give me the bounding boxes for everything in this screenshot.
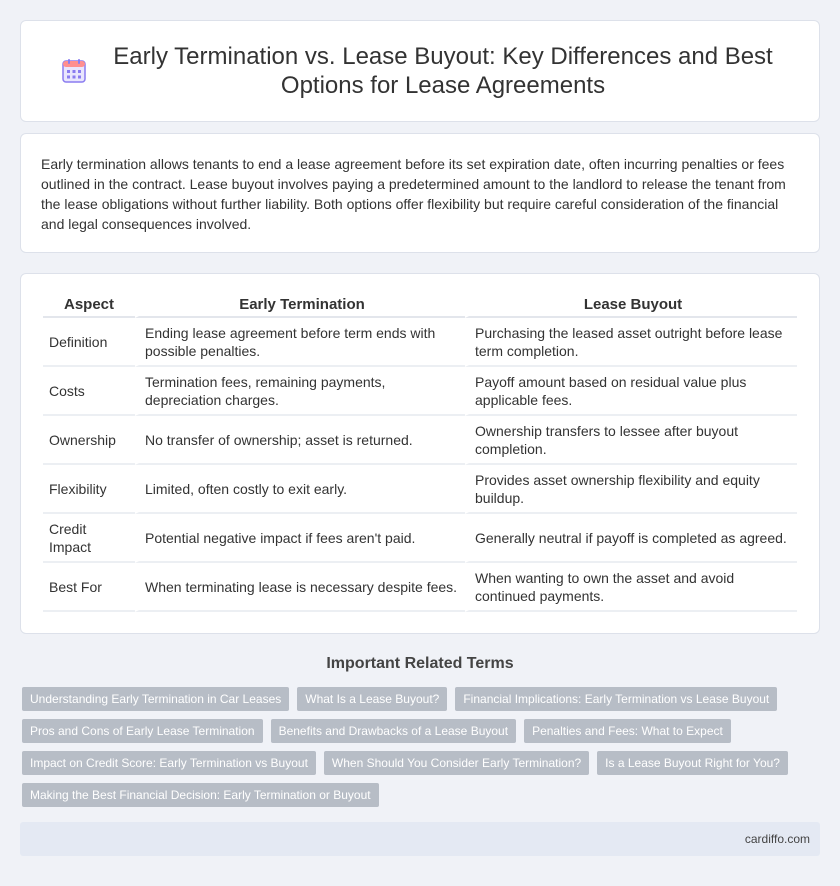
row-lease-buyout: Ownership transfers to lessee after buyout completion. — [465, 416, 797, 465]
row-lease-buyout: Purchasing the leased asset outright before lease term completion. — [465, 318, 797, 367]
row-aspect: Flexibility — [43, 465, 135, 514]
calendar-icon — [61, 58, 87, 84]
table-row — [43, 514, 797, 563]
related-term-link[interactable]: When Should You Consider Early Termination? — [324, 751, 589, 775]
table-row — [43, 367, 797, 416]
related-term-link[interactable]: Understanding Early Termination in Car Leases — [22, 687, 289, 711]
related-term-link[interactable]: Pros and Cons of Early Lease Termination — [22, 719, 263, 743]
row-early-termination: Termination fees, remaining payments, depreciation charges. — [135, 367, 465, 416]
related-term-link[interactable]: Financial Implications: Early Termination vs Lease Buyout — [455, 687, 777, 711]
table-row — [43, 318, 797, 367]
page-title: Early Termination vs. Lease Buyout: Key Differences and Best Options for Lease Agreements — [113, 43, 773, 99]
intro-paragraph: Early termination allows tenants to end a lease agreement before its set expiration date, often incurring penalties or fees outlined in the contract. Lease buyout involves paying a predetermined amount to the landlord to release the tenant from the lease obligations without further liability. Both options offer flexibility but require careful consideration of the financial and legal consequences involved. — [41, 156, 786, 232]
header-aspect: Aspect — [43, 294, 135, 318]
row-aspect: Definition — [43, 318, 135, 367]
row-aspect: Costs — [43, 367, 135, 416]
related-term-link[interactable]: Benefits and Drawbacks of a Lease Buyout — [271, 719, 516, 743]
row-early-termination: When terminating lease is necessary despite fees. — [135, 563, 465, 612]
row-early-termination: No transfer of ownership; asset is returned. — [135, 416, 465, 465]
table-header-row — [43, 294, 797, 318]
row-lease-buyout: Payoff amount based on residual value plus applicable fees. — [465, 367, 797, 416]
related-terms-list — [22, 687, 822, 807]
table-row — [43, 465, 797, 514]
related-term-link[interactable]: Penalties and Fees: What to Expect — [524, 719, 731, 743]
related-term-link[interactable]: Impact on Credit Score: Early Termination vs Buyout — [22, 751, 316, 775]
table-row — [43, 416, 797, 465]
footer-site-link[interactable]: cardiffo.com — [744, 832, 810, 846]
related-term-link[interactable]: What Is a Lease Buyout? — [297, 687, 447, 711]
comparison-table-card — [20, 273, 820, 634]
row-lease-buyout: Generally neutral if payoff is completed as agreed. — [465, 514, 797, 563]
intro-card — [20, 133, 820, 253]
table-row — [43, 563, 797, 612]
row-lease-buyout: Provides asset ownership flexibility and equity buildup. — [465, 465, 797, 514]
header-card — [20, 20, 820, 122]
related-terms-title: Important Related Terms — [326, 655, 514, 672]
row-early-termination: Limited, often costly to exit early. — [135, 465, 465, 514]
header-lease-buyout: Lease Buyout — [465, 294, 797, 318]
related-term-link[interactable]: Making the Best Financial Decision: Early Termination or Buyout — [22, 783, 379, 807]
comparison-table — [43, 294, 797, 612]
row-early-termination: Ending lease agreement before term ends with possible penalties. — [135, 318, 465, 367]
footer — [20, 822, 820, 856]
row-aspect: Best For — [43, 563, 135, 612]
related-term-link[interactable]: Is a Lease Buyout Right for You? — [597, 751, 788, 775]
row-aspect: Credit Impact — [43, 514, 135, 563]
row-lease-buyout: When wanting to own the asset and avoid continued payments. — [465, 563, 797, 612]
header-early-termination: Early Termination — [135, 294, 465, 318]
row-aspect: Ownership — [43, 416, 135, 465]
row-early-termination: Potential negative impact if fees aren't paid. — [135, 514, 465, 563]
